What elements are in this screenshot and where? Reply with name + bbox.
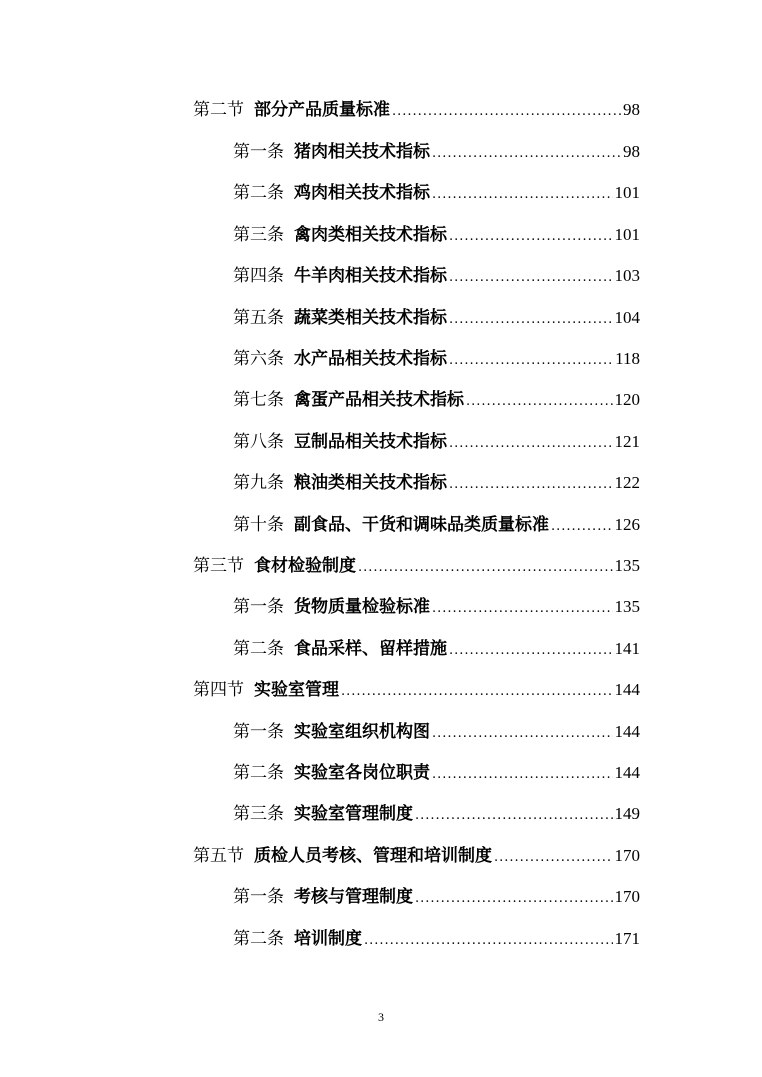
- toc-entry-title: 禽蛋产品相关技术指标: [294, 390, 464, 410]
- toc-dot-leader: [358, 555, 613, 581]
- toc-entry-title: 实验室管理制度: [294, 804, 413, 824]
- toc-entry-number: 第九条: [233, 473, 284, 493]
- toc-entry-number: 第二条: [233, 639, 284, 659]
- toc-entry-number: 第八条: [233, 432, 284, 452]
- toc-dot-leader: [449, 348, 613, 374]
- toc-entry-title: 部分产品质量标准: [254, 100, 390, 120]
- toc-entry-page: 170: [614, 846, 640, 865]
- toc-entry[interactable]: [233, 139, 640, 165]
- toc-entry-page: 135: [614, 597, 640, 616]
- toc-entry[interactable]: [233, 387, 640, 413]
- toc-dot-leader: [432, 182, 613, 208]
- toc-entry[interactable]: [193, 553, 640, 579]
- toc-dot-leader: [449, 265, 613, 291]
- toc-dot-leader: [449, 307, 613, 333]
- toc-entry-page: 135: [614, 556, 640, 575]
- toc-dot-leader: [415, 803, 613, 829]
- toc-entry-number: 第七条: [233, 390, 284, 410]
- toc-entry[interactable]: [233, 719, 640, 745]
- toc-entry[interactable]: [193, 843, 640, 869]
- toc-dot-leader: [364, 928, 613, 954]
- toc-dot-leader: [432, 721, 613, 747]
- toc-entry-title: 副食品、干货和调味品类质量标准: [294, 515, 549, 535]
- toc-entry-page: 101: [614, 183, 640, 202]
- toc-entry-page: 98: [623, 100, 640, 119]
- toc-entry-number: 第三节: [193, 556, 244, 576]
- toc-entry[interactable]: [233, 305, 640, 331]
- toc-entry-page: 141: [614, 639, 640, 658]
- toc-entry[interactable]: [233, 180, 640, 206]
- toc-entry-page: 170: [614, 887, 640, 906]
- toc-dot-leader: [432, 762, 613, 788]
- toc-entry-page: 144: [614, 680, 640, 699]
- toc-entry[interactable]: [233, 636, 640, 662]
- toc-dot-leader: [449, 431, 613, 457]
- toc-entry-number: 第五节: [193, 846, 244, 866]
- toc-entry-page: 103: [614, 266, 640, 285]
- toc-entry-title: 实验室组织机构图: [294, 722, 430, 742]
- toc-entry[interactable]: [193, 677, 640, 703]
- toc-entry-title: 质检人员考核、管理和培训制度: [254, 846, 492, 866]
- toc-entry-page: 144: [614, 722, 640, 741]
- toc-entry[interactable]: [233, 263, 640, 289]
- toc-entry-title: 货物质量检验标准: [294, 597, 430, 617]
- toc-entry-title: 水产品相关技术指标: [294, 349, 447, 369]
- toc-entry[interactable]: [233, 884, 640, 910]
- toc-entry-page: 101: [614, 225, 640, 244]
- toc-entry-number: 第三条: [233, 225, 284, 245]
- toc-dot-leader: [432, 596, 613, 622]
- toc-entry-title: 培训制度: [294, 929, 362, 949]
- toc-entry-title: 实验室管理: [254, 680, 339, 700]
- toc-dot-leader: [392, 99, 621, 125]
- toc-entry[interactable]: [233, 346, 640, 372]
- toc-dot-leader: [341, 679, 613, 705]
- toc-entry-title: 食材检验制度: [254, 556, 356, 576]
- toc-entry[interactable]: [233, 429, 640, 455]
- toc-entry[interactable]: [233, 926, 640, 952]
- toc-entry-page: 120: [614, 390, 640, 409]
- toc-entry-page: 126: [614, 515, 640, 534]
- toc-dot-leader: [432, 141, 621, 167]
- toc-entry-page: 118: [615, 349, 640, 368]
- toc-entry-title: 实验室各岗位职责: [294, 763, 430, 783]
- toc-entry-number: 第一条: [233, 597, 284, 617]
- toc-entry-number: 第一条: [233, 722, 284, 742]
- toc-entry-number: 第二节: [193, 100, 244, 120]
- toc-entry-number: 第一条: [233, 887, 284, 907]
- toc-entry-title: 豆制品相关技术指标: [294, 432, 447, 452]
- toc-entry-number: 第六条: [233, 349, 284, 369]
- toc-dot-leader: [551, 514, 613, 540]
- toc-entry-number: 第四条: [233, 266, 284, 286]
- page-number: 3: [378, 1010, 384, 1024]
- toc-dot-leader: [449, 638, 613, 664]
- toc-entry-page: 144: [614, 763, 640, 782]
- toc-entry-number: 第五条: [233, 308, 284, 328]
- toc-entry-number: 第四节: [193, 680, 244, 700]
- toc-entry-title: 鸡肉相关技术指标: [294, 183, 430, 203]
- toc-entry[interactable]: [233, 512, 640, 538]
- toc-entry[interactable]: [233, 470, 640, 496]
- toc-entry[interactable]: [233, 760, 640, 786]
- toc-entry[interactable]: [233, 222, 640, 248]
- toc-entry-number: 第十条: [233, 515, 284, 535]
- toc-entry[interactable]: [193, 97, 640, 123]
- toc-entry-number: 第二条: [233, 763, 284, 783]
- toc-entry-number: 第二条: [233, 929, 284, 949]
- toc-entry-number: 第一条: [233, 142, 284, 162]
- toc-dot-leader: [449, 224, 613, 250]
- toc-entry-number: 第三条: [233, 804, 284, 824]
- toc-entry-title: 考核与管理制度: [294, 887, 413, 907]
- toc-entry-title: 禽肉类相关技术指标: [294, 225, 447, 245]
- toc-entry-title: 粮油类相关技术指标: [294, 473, 447, 493]
- toc-dot-leader: [449, 472, 613, 498]
- toc-dot-leader: [466, 389, 613, 415]
- toc-entry-page: 122: [614, 473, 640, 492]
- toc-entry-title: 蔬菜类相关技术指标: [294, 308, 447, 328]
- toc-entry-title: 牛羊肉相关技术指标: [294, 266, 447, 286]
- toc-entry-title: 猪肉相关技术指标: [294, 142, 430, 162]
- toc-entry-title: 食品采样、留样措施: [294, 639, 447, 659]
- toc-dot-leader: [415, 886, 613, 912]
- toc-dot-leader: [494, 845, 613, 871]
- toc-entry-page: 98: [623, 142, 640, 161]
- toc-entry-number: 第二条: [233, 183, 284, 203]
- toc-entry-page: 171: [614, 929, 640, 948]
- toc-entry-page: 149: [614, 804, 640, 823]
- toc-entry[interactable]: [233, 594, 640, 620]
- toc-entry-page: 121: [614, 432, 640, 451]
- toc-entry-page: 104: [614, 308, 640, 327]
- toc-entry[interactable]: [233, 801, 640, 827]
